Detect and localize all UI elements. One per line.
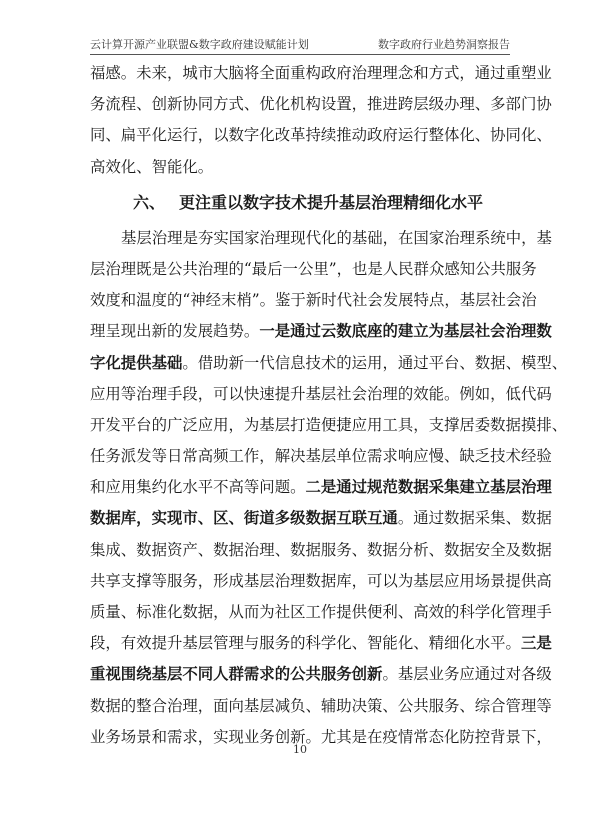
paragraph-line: 福感。未来，城市大脑将全面重构政府治理理念和方式，通过重塑业: [90, 64, 552, 82]
section-title: 更注重以数字技术提升基层治理精细化水平: [179, 192, 484, 212]
paragraph-line: [90, 628, 552, 659]
paragraph-line: [90, 503, 552, 534]
paragraph-grassroots: [90, 223, 568, 753]
header-left-text: 云计算开源产业联盟&数字政府建设赋能计划: [90, 38, 309, 51]
paragraph-line: 开发平台的广泛应用，为基层打造便捷应用工具，支撑居委数据摸排、: [90, 415, 568, 434]
plain-text: 。借助新一代信息技术的运用，通过平台、数据、模型、: [182, 353, 568, 372]
bold-emphasis: 二是通过规范数据采集建立基层治理: [305, 478, 552, 497]
paragraph-line: [90, 316, 552, 347]
paragraph-line: 集成、数据资产、数据治理、数据服务、数据分析、数据安全及数据: [90, 540, 552, 559]
plain-text: 。基层业务应通过对各级: [382, 665, 552, 684]
paragraph-line: 质量、标准化数据，从而为社区工作提供便利、高效的科学化管理手: [90, 603, 552, 621]
paragraph-line: [90, 472, 552, 503]
paragraph-line: 层治理既是公共治理的“最后一公里”，也是人民群众感知公共服务: [90, 259, 537, 278]
paragraph-line: 共享支撑等服务，形成基层治理数据库，可以为基层应用场景提供高: [90, 571, 552, 590]
page-number: 10: [293, 743, 307, 756]
paragraph-line: 应用等治理手段，可以快速提升基层社会治理的效能。例如，低代码: [90, 384, 552, 403]
plain-text: 段，有效提升基层管理与服务的科学化、智能化、精细化水平。: [90, 634, 521, 653]
bold-emphasis: 字化提供基础: [90, 353, 183, 372]
document-body: [90, 58, 568, 753]
page-header: [90, 38, 510, 55]
bold-emphasis: 三是: [520, 634, 552, 653]
plain-text: 理呈现出新的发展趋势。: [90, 322, 260, 341]
plain-text: 和应用集约化水平不高等问题。: [90, 478, 306, 497]
bold-emphasis: 数据库，实现市、区、街道多级数据互联互通: [90, 509, 398, 528]
paragraph-line: 基层治理是夯实国家治理现代化的基础，在国家治理系统中，基: [121, 228, 552, 247]
bold-emphasis: 重视围绕基层不同人群需求的公共服务创新: [90, 665, 383, 684]
paragraph-line: 效度和温度的“神经末梢”。鉴于新时代社会发展特点，基层社会治: [90, 291, 537, 310]
header-right-text: 数字政府行业趋势洞察报告: [378, 38, 510, 51]
section-number: 六、: [133, 192, 166, 212]
bold-emphasis: 一是通过云数底座的建立为基层社会治理数: [259, 322, 552, 341]
section-heading: [90, 183, 512, 223]
paragraph-line: 高效化、智能化。: [90, 157, 214, 176]
paragraph-line: 业务场景和需求，实现业务创新。尤其是在疫情常态化防控背景下，: [90, 727, 552, 746]
paragraph-line: 数据的整合治理，面向基层减负、辅助决策、公共服务、综合管理等: [90, 696, 552, 715]
paragraph-intro: [90, 58, 552, 183]
paragraph-line: 同、扁平化运行，以数字化改革持续推动政府运行整体化、协同化、: [90, 126, 552, 145]
paragraph-line: [90, 348, 568, 379]
plain-text: 。通过数据采集、数据: [397, 509, 552, 528]
paragraph-line: 任务派发等日常高频工作，解决基层单位需求响应慢、缺乏技术经验: [90, 447, 552, 466]
paragraph-line: 务流程、创新协同方式、优化机构设置，推进跨层级办理、多部门协: [90, 95, 552, 114]
paragraph-line: [90, 659, 552, 690]
